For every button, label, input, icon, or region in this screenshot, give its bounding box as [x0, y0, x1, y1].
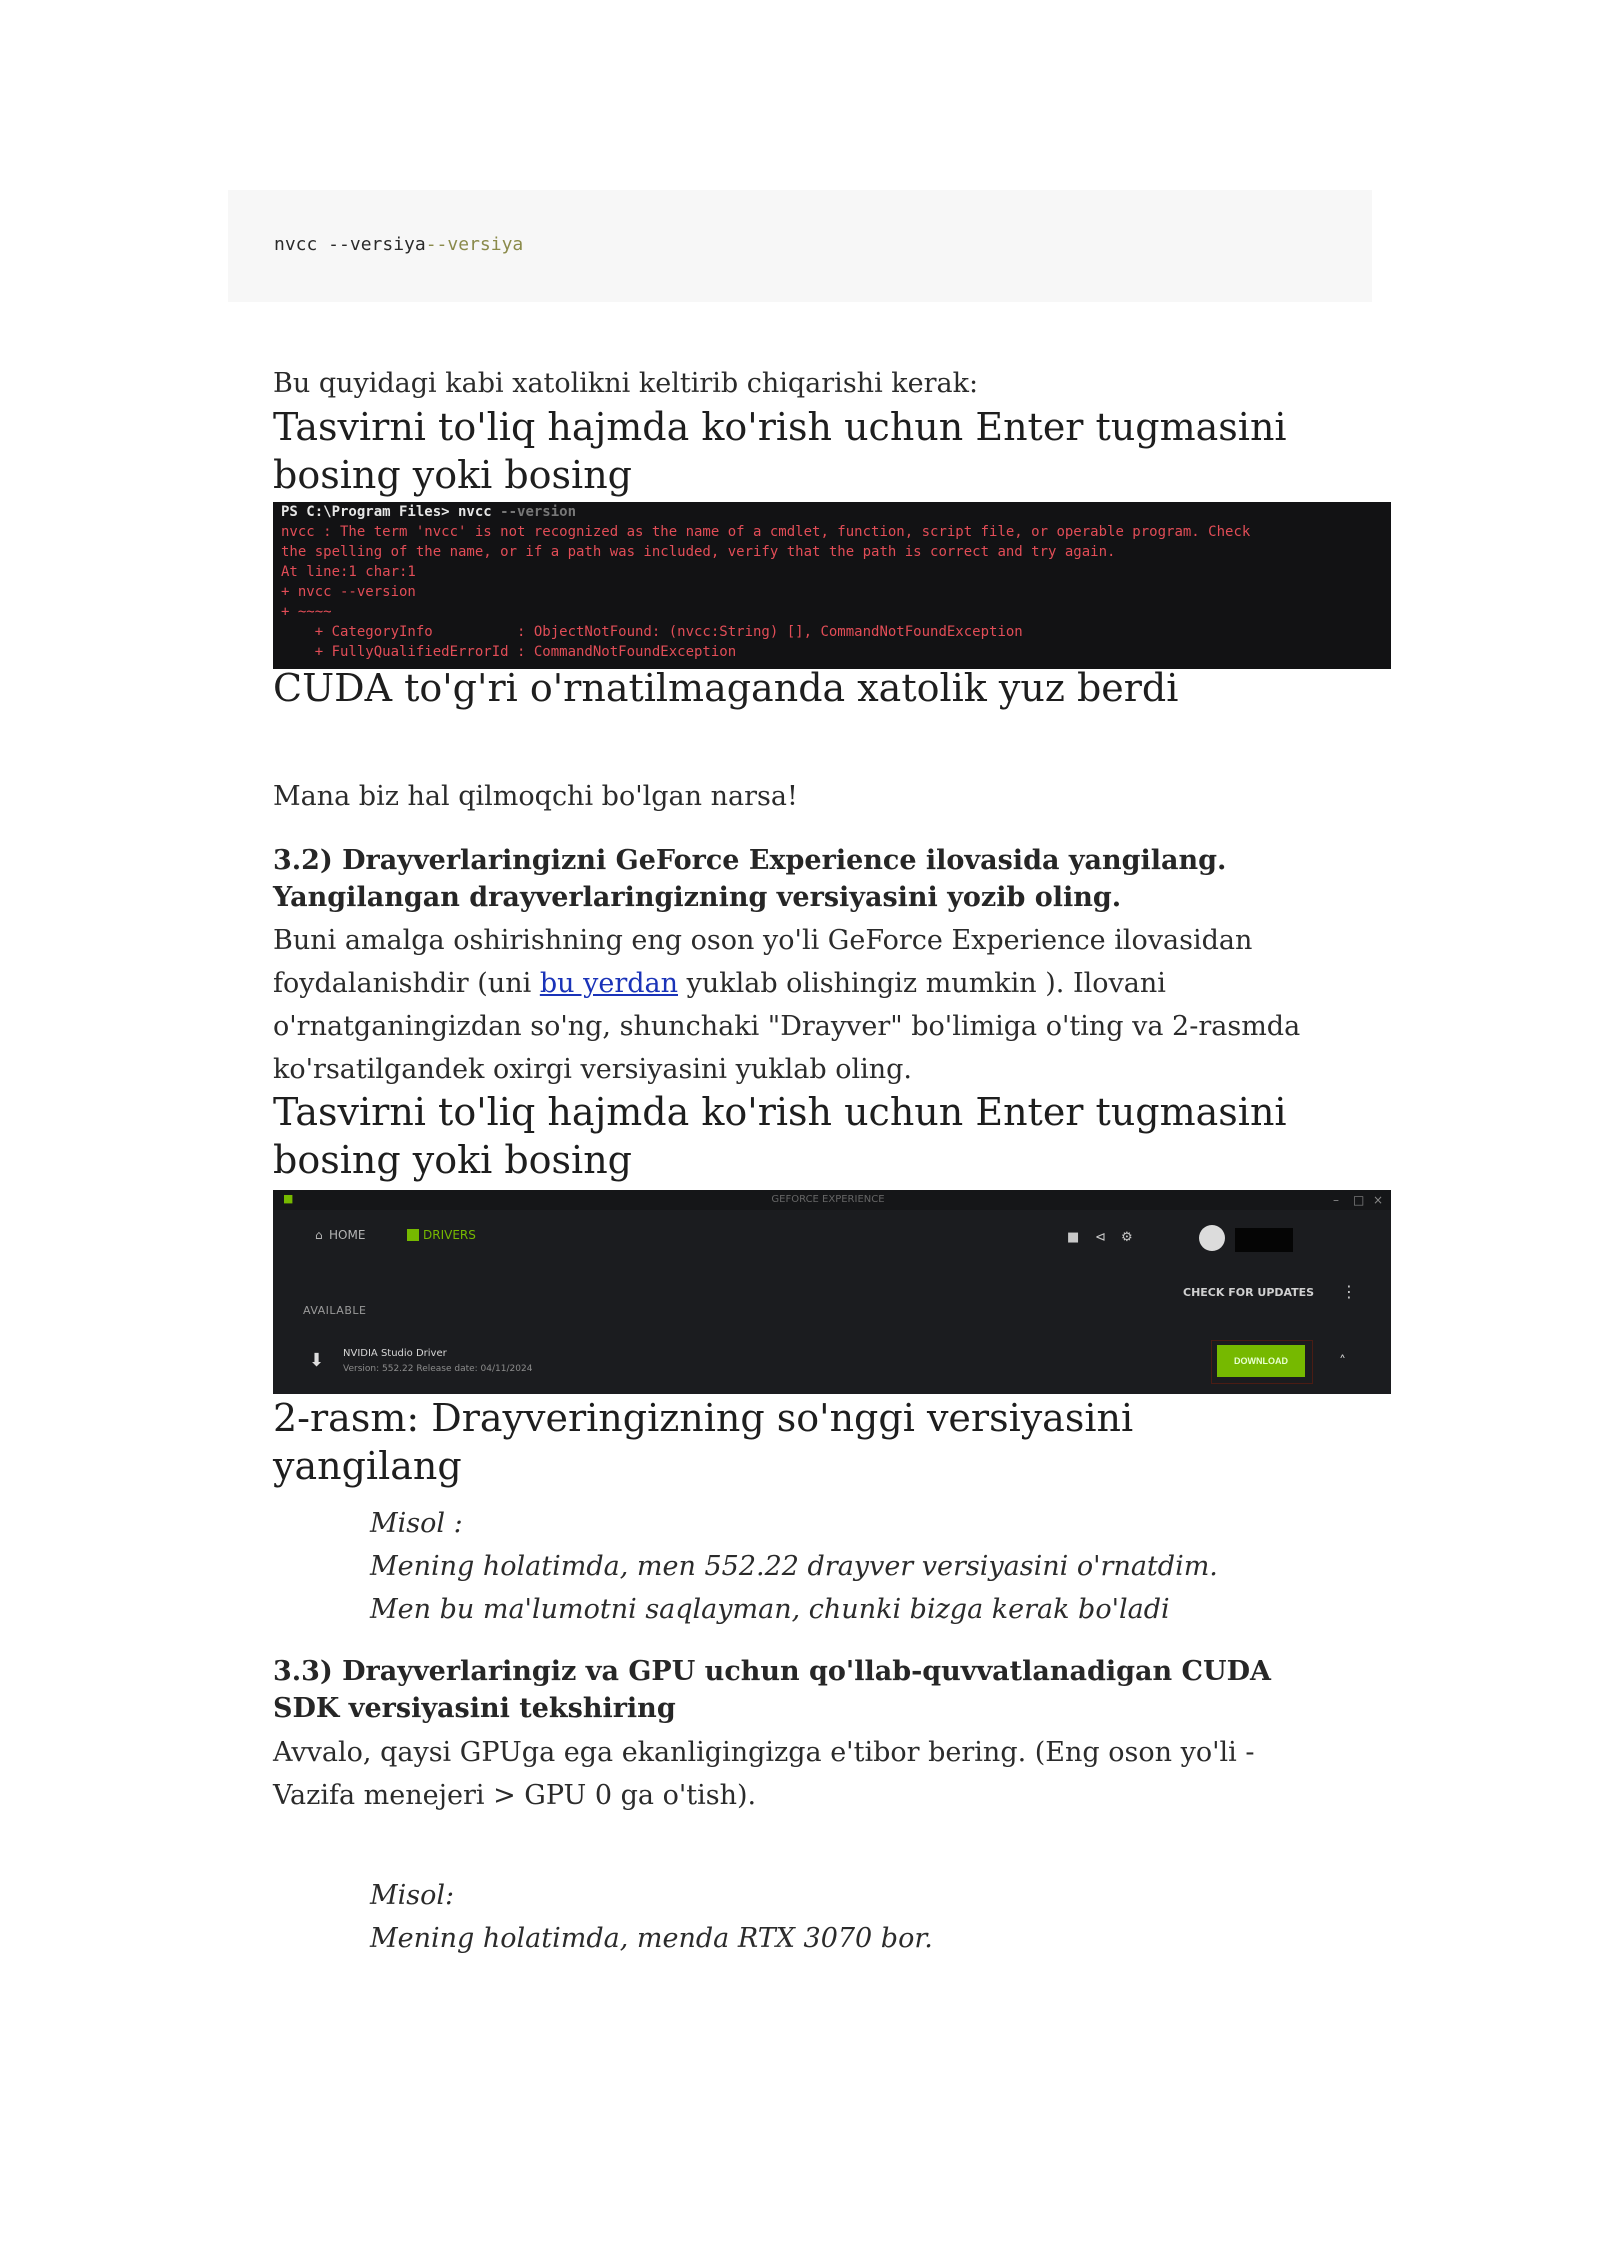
terminal-line: the spelling of the name, or if a path was included, verify that the path is correct and try again. [281, 544, 1116, 560]
terminal-line: nvcc : The term 'nvcc' is not recognized as the name of a cmdlet, function, script file, or operable program. Check [281, 524, 1251, 540]
nav-home-icon: ⌂ [315, 1228, 323, 1242]
code-command: nvcc --versiya [274, 234, 426, 255]
avatar[interactable] [1199, 1225, 1225, 1251]
image-hint-1: Tasvirni to'liq hajmda ko'rish uchun Enter tugmasini bosing yoki bosing [273, 405, 1287, 497]
geforce-screenshot[interactable] [273, 1190, 1391, 1394]
terminal-line: + CategoryInfo : ObjectNotFound: (nvcc:String) [], CommandNotFoundException [281, 624, 1023, 640]
image-hint-2: Tasvirni to'liq hajmda ko'rish uchun Enter tugmasini bosing yoki bosing [273, 1090, 1287, 1182]
code-line [274, 234, 523, 255]
share-icon[interactable]: ⊲ [1095, 1230, 1106, 1245]
example-1-text: Mening holatimda, men 552.22 drayver versiyasini o'rnatdim. Men bu ma'lumotni saqlayman, chunki bizga kerak bo'ladi [370, 1551, 1218, 1625]
caption-1: CUDA to'g'ri o'rnatilmaganda xatolik yuz berdi [273, 666, 1179, 710]
available-label: AVAILABLE [303, 1304, 367, 1317]
drivers-icon [407, 1229, 419, 1241]
terminal-line: + FullyQualifiedErrorId : CommandNotFoundException [281, 644, 737, 660]
intro-text: Bu quyidagi kabi xatolikni keltirib chiqarishi kerak: [273, 368, 979, 399]
caption-2: 2-rasm: Drayveringizning so'nggi versiyasini yangilang [273, 1396, 1134, 1488]
tab-home[interactable]: HOME [329, 1228, 366, 1242]
driver-meta: Version: 552.22 Release date: 04/11/2024 [343, 1364, 533, 1374]
step-3-3-heading: 3.3) Drayverlaringiz va GPU uchun qo'llab-quvvatlanadigan CUDA SDK versiyasini tekshiring [273, 1656, 1271, 1724]
settings-icon[interactable]: ⚙ [1121, 1230, 1133, 1245]
step-3-2-text: Buni amalga oshirishning eng oson yo'li GeForce Experience ilovasidan foydalanishdir (uni bu yerdan yuklab olishingiz mumkin ). Ilovani o'rnatganingizdan so'ng, shunchaki "Drayver" bo'limiga o'ting va 2-rasmda ko'rsatilgandek oxirgi versiyasini yuklab oling. [273, 925, 1301, 1085]
nvidia-logo-icon: ■ [283, 1192, 294, 1205]
minimize-icon[interactable]: – [1333, 1193, 1339, 1207]
step-3-3-text: Avvalo, qaysi GPUga ega ekanligingizga e'tibor bering. (Eng oson yo'li - Vazifa menejeri > GPU 0 ga o'tish). [273, 1737, 1255, 1811]
terminal-screenshot[interactable] [273, 502, 1391, 669]
download-button[interactable]: DOWNLOAD [1217, 1345, 1305, 1377]
download-arrow-icon: ⬇ [309, 1350, 325, 1371]
username-redacted [1235, 1228, 1293, 1252]
terminal-line: + ~~~~ [281, 604, 332, 620]
download-link[interactable]: bu yerdan [539, 968, 678, 999]
driver-name: NVIDIA Studio Driver [343, 1348, 447, 1359]
check-for-updates-button[interactable]: CHECK FOR UPDATES [1183, 1286, 1315, 1299]
window-title: GEFORCE EXPERIENCE [771, 1194, 885, 1205]
notification-icon[interactable]: ■ [1067, 1230, 1080, 1245]
maximize-icon[interactable]: □ [1353, 1193, 1365, 1207]
solve-text: Mana biz hal qilmoqchi bo'lgan narsa! [273, 781, 798, 812]
terminal-line: PS C:\Program Files> nvcc --version [281, 504, 577, 520]
terminal-line: At line:1 char:1 [281, 564, 416, 580]
example-1-label: Misol : [370, 1508, 463, 1539]
terminal-line: + nvcc --version [281, 584, 416, 600]
chevron-up-icon[interactable]: ˄ [1339, 1354, 1346, 1370]
close-icon[interactable]: × [1373, 1193, 1384, 1207]
tab-drivers[interactable]: DRIVERS [423, 1228, 476, 1242]
step-3-2-heading: 3.2) Drayverlaringizni GeForce Experience ilovasida yangilang. Yangilangan drayverlaringizning versiyasini yozib oling. [273, 845, 1227, 913]
example-2-text: Mening holatimda, menda RTX 3070 bor. [370, 1923, 933, 1954]
more-options-icon[interactable]: ⋮ [1341, 1282, 1357, 1301]
code-arg: --versiya [425, 234, 524, 255]
code-block [228, 190, 1372, 302]
example-2-label: Misol: [370, 1880, 455, 1911]
